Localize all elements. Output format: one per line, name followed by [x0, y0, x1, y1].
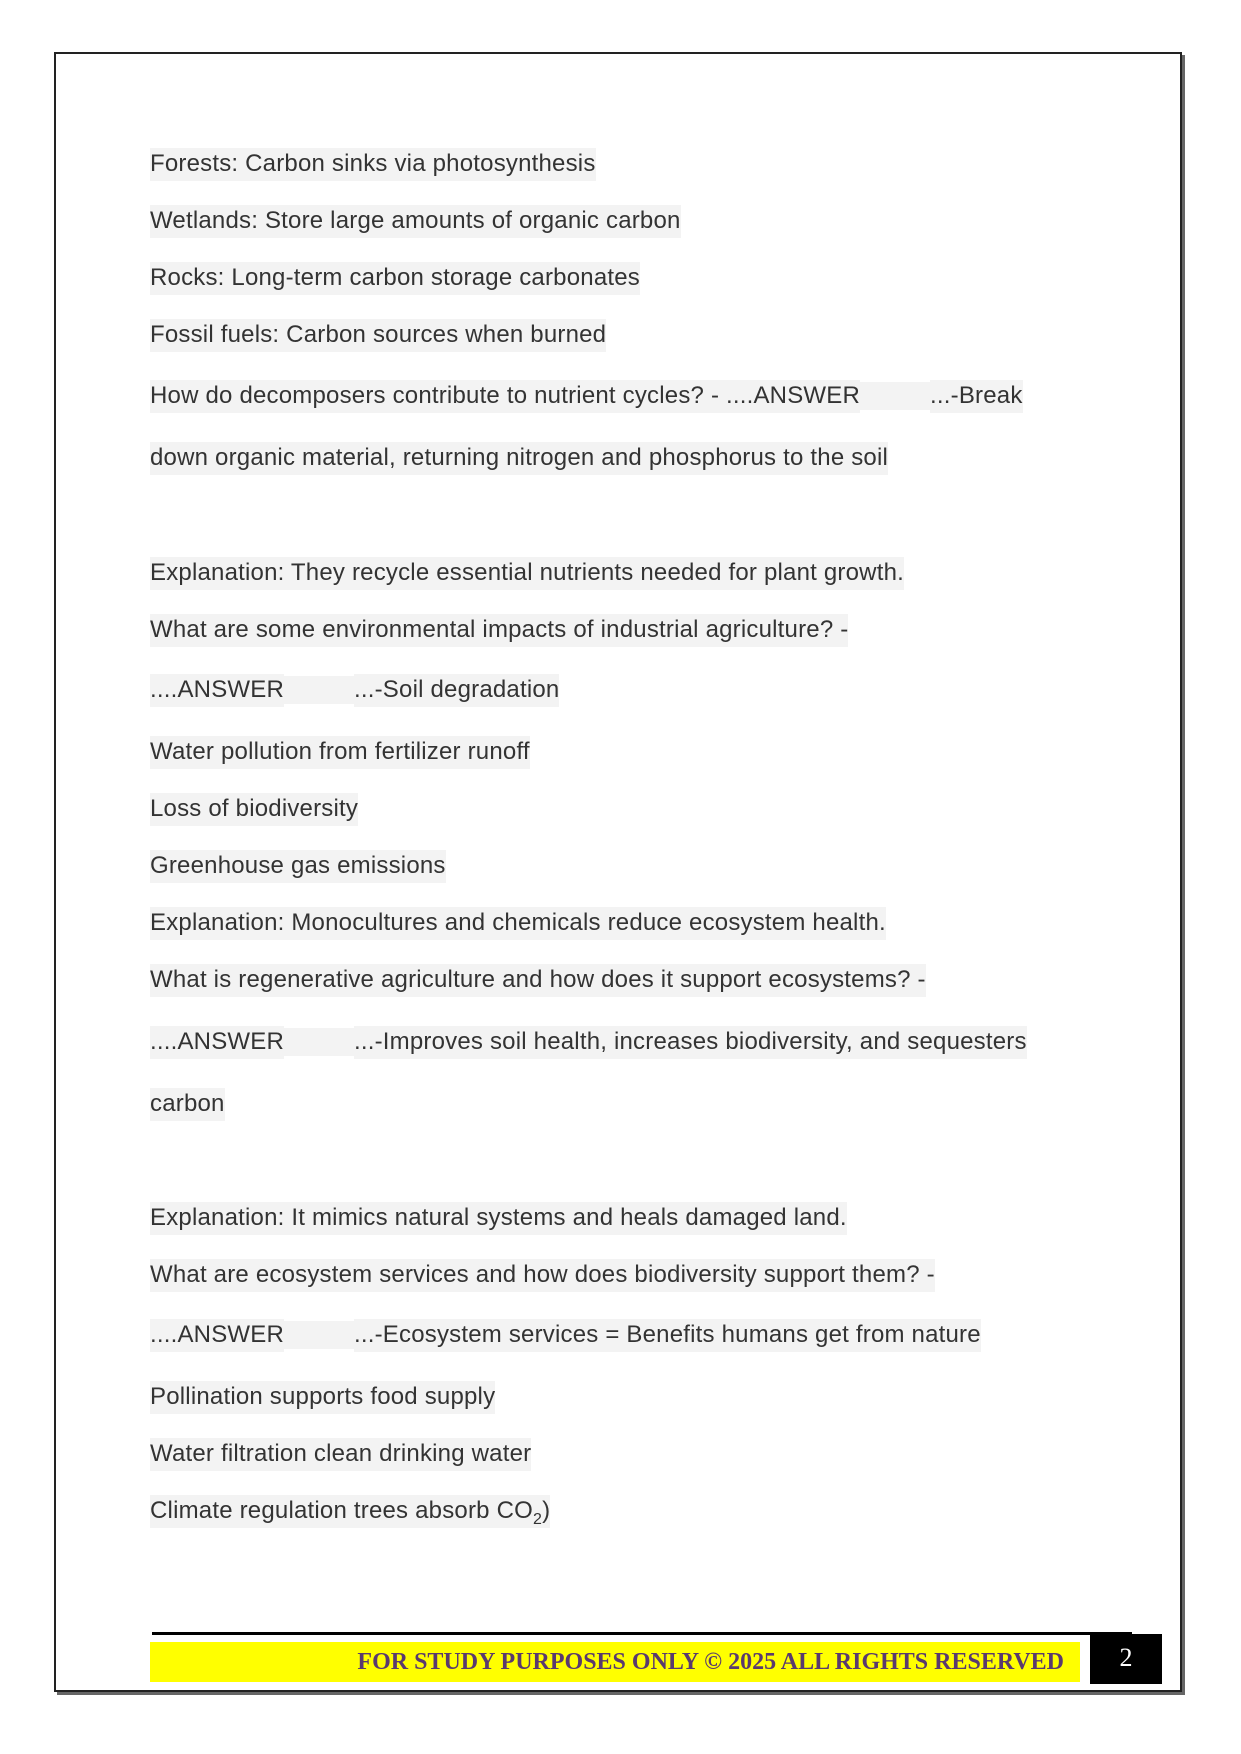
answer-1-continued: down organic material, returning nitrogen and phosphorus to the soil — [150, 444, 888, 472]
list-item: Climate regulation trees absorb $CO_2$) — [150, 1497, 551, 1528]
explanation-1: Explanation: They recycle essential nutrients needed for plant growth. — [150, 559, 904, 587]
text-line: Wetlands: Store large amounts of organic carbon — [150, 207, 681, 235]
text-line: Rocks: Long-term carbon storage carbonates — [150, 264, 640, 292]
text-line: Forests: Carbon sinks via photosynthesis — [150, 150, 596, 178]
question-3: What is regenerative agriculture and how does it support ecosystems? - — [150, 966, 926, 994]
footer-banner — [150, 1642, 1080, 1682]
explanation-2: Explanation: Monocultures and chemicals reduce ecosystem health. — [150, 909, 886, 937]
question-1: How do decomposers contribute to nutrient cycles? - ....ANSWER ...-Break — [150, 382, 1023, 410]
footer-rule — [152, 1632, 1132, 1635]
explanation-3: Explanation: It mimics natural systems and heals damaged land. — [150, 1204, 847, 1232]
list-item: Pollination supports food supply — [150, 1383, 495, 1411]
list-item: Water pollution from fertilizer runoff — [150, 738, 530, 766]
answer-4: ....ANSWER ...-Ecosystem services = Benefits humans get from nature — [150, 1321, 981, 1349]
list-item: Greenhouse gas emissions — [150, 852, 446, 880]
page-number-box — [1090, 1634, 1162, 1684]
answer-3: ....ANSWER ...-Improves soil health, increases biodiversity, and sequesters — [150, 1028, 1027, 1056]
answer-2: ....ANSWER ...-Soil degradation — [150, 676, 559, 704]
footer-notice: FOR STUDY PURPOSES ONLY © 2025 ALL RIGHTS RESERVED — [357, 1649, 1064, 1675]
text-line: Fossil fuels: Carbon sources when burned — [150, 321, 606, 349]
list-item: Loss of biodiversity — [150, 795, 358, 823]
question-4: What are ecosystem services and how does biodiversity support them? - — [150, 1261, 935, 1289]
list-item: Water filtration clean drinking water — [150, 1440, 531, 1468]
page-number: 2 — [1119, 1643, 1133, 1672]
question-2: What are some environmental impacts of industrial agriculture? - — [150, 616, 848, 644]
answer-3-continued: carbon — [150, 1090, 225, 1118]
